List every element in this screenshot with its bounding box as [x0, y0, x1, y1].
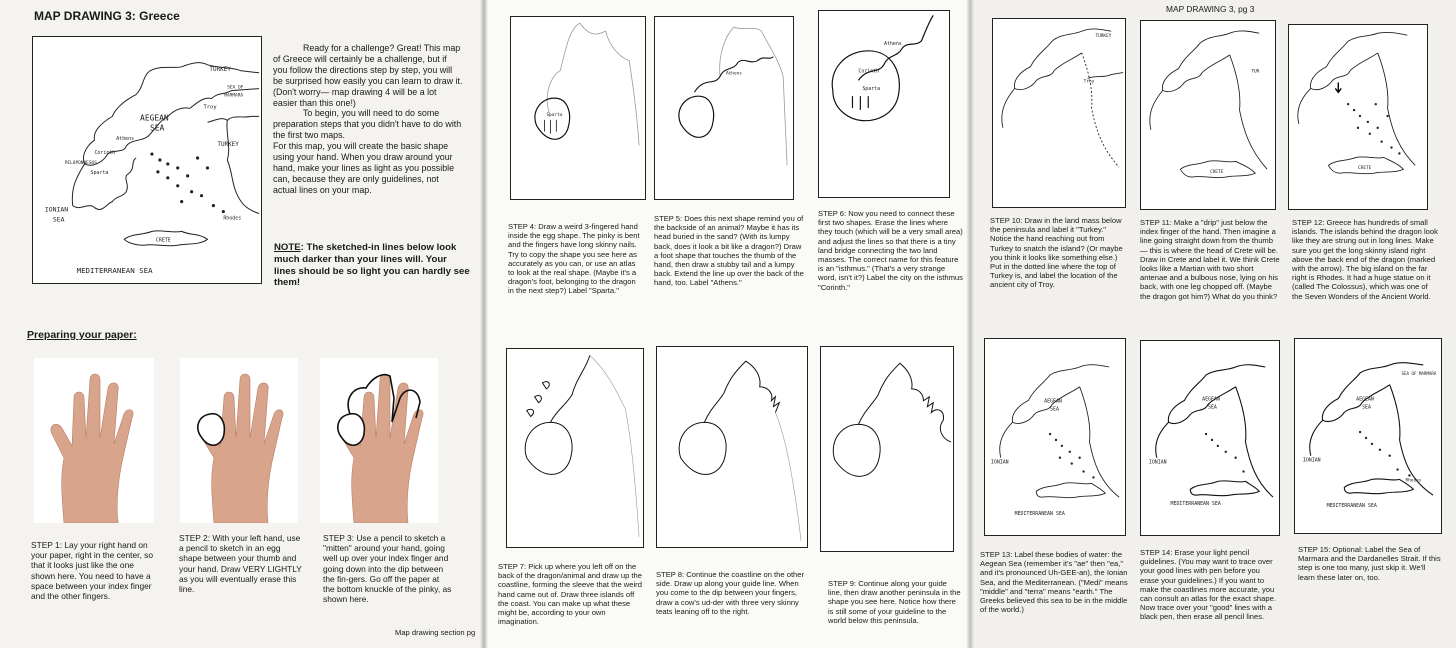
left-page [0, 0, 486, 648]
map-label-turkey-right: TURKEY [217, 141, 239, 149]
note-block [274, 242, 470, 289]
step13-map-label-aegean: AEGEAN [1044, 398, 1062, 405]
page-fold-left [480, 0, 488, 648]
step12-map-label-crete: CRETE [1358, 166, 1372, 172]
intro-paragraph-1: Ready for a challenge? Great! This map of Greece will certainly be a challenge, but if you follow the directions step by step, you will be surprised how easily you can learn to draw it. (Don't worry— map drawing 4 will be a lot easier than this one!) [273, 43, 463, 108]
step10-map-label-troy: Troy [1083, 79, 1095, 85]
step13-map-label-mediterranean: MEDITERRANEAN SEA [1014, 510, 1065, 517]
step14-map-label-aegean: AEGEAN [1202, 396, 1220, 403]
step15-map [1294, 338, 1442, 534]
step15-map-label-marmara: SEA OF MARMARA [1401, 370, 1437, 376]
map-label-troy: Troy [203, 104, 217, 111]
step10-map-label-turkey: TURKEY [1095, 34, 1112, 40]
step12-map [1288, 24, 1428, 210]
note-text: : The sketched-in lines below look much darker than your lines will. Your lines should be so light you can hardly see them! [274, 242, 470, 289]
step15-map-label-mediterranean: MEDITERRANEAN SEA [1326, 503, 1377, 510]
note-label: NOTE [274, 242, 301, 253]
right-page [970, 0, 1456, 648]
step5-text: STEP 5: Does this next shape remind you of the backside of an animal? Maybe it has its head buried in the sand? (With its lumpy back, does it look a bit like a dragon?) Draw a foot shape that touches the thumb of the hand, then draw a stubby tail and a lumpy back. Extend the line up over the back of the hand, too. Label "Athens." [654, 214, 804, 288]
preparing-heading: Preparing your paper: [27, 329, 137, 341]
map-label-turkey-top: TURKEY [209, 65, 231, 73]
step9-map [820, 346, 954, 552]
step13-text: STEP 13: Label these bodies of water: the Aegean Sea (remember it's "ae" then "ea," and it's pronounced Uh-GEE-an), the Ionian Sea, and the Mediterranean. ("Medi" means "middle" and "terra" means "earth." The Greeks believed this sea to be in the middle of the world.) [980, 550, 1128, 615]
map-label-rhodes: Rhodes [223, 215, 242, 222]
intro-paragraph-2: To begin, you will need to do some preparation steps that you didn't have to do with the first two maps. [273, 108, 462, 141]
map-label-ionian: IONIAN [44, 205, 69, 214]
step8-text: STEP 8: Continue the coastline on the other side. Draw up along your guide line. When you come to the dip between your fingers, draw a cow's ud-der with three very skinny teats leaning off to the right. [656, 570, 805, 616]
greece-map-drawing [33, 37, 261, 283]
map-label-sea: SEA [149, 123, 165, 133]
hand-photo-step3 [320, 358, 438, 523]
step6-text: STEP 6: Now you need to connect these first two shapes. Erase the lines where they touch (which will be a very small area) and adjust the lines so that there is a tiny land bridge connecting the two land masses. The correct name for this feature is an "isthmus." (That's a very strange word, isn't it?) Label the city on the isthmus "Corinth." [818, 209, 963, 292]
step14-map-label-ionian: IONIAN [1148, 459, 1167, 466]
step8-map [656, 346, 808, 548]
step15-map-label-rhodes: Rhodes [1405, 478, 1422, 484]
middle-page [486, 0, 970, 648]
step14-map-label-mediterranean: MEDITERRANEAN SEA [1170, 501, 1221, 508]
step5-map [654, 16, 794, 200]
map-label-peloponnesus: PELOPONNESUS [64, 160, 97, 166]
hand-photo-step1 [34, 358, 154, 523]
map-label-mediterranean: MEDITERRANEAN SEA [76, 266, 153, 276]
step15-map-label-ionian: IONIAN [1302, 457, 1321, 464]
step12-text: STEP 12: Greece has hundreds of small islands. The islands behind the dragon look like they are strung out in long lines. Make sure you get the long skinny island right above the back end of the dragon (marked with the arrow). The big island on the far right is Rhodes. It had a huge statue on it (called The Colossus), which was one of the Seven Wonders of the Ancient World. [1292, 218, 1438, 301]
right-page-header: MAP DRAWING 3, pg 3 [1166, 4, 1255, 14]
greece-map [32, 36, 262, 284]
step6-map-label-sparta: Sparta [862, 86, 881, 93]
step7-map [506, 348, 644, 548]
step10-text: STEP 10: Draw in the land mass below the peninsula and label it "Turkey." Notice the hand reaching out from Turkey to snatch the island? (Or maybe you think it looks like something else.) Put in the dotted line where the top of Turkey is, and label the location of the ancient city of Troy. [990, 216, 1123, 290]
page-fold-right [966, 0, 974, 648]
intro-paragraph-3: For this map, you will create the basic shape using your hand. When you draw around your hand, make your lines as light as you possible can, because they are only guidelines, not actual lines on your map. [273, 141, 455, 195]
step3-text: STEP 3: Use a pencil to sketch a "mitten" around your hand, going well up over your index finger and going down into the dip between the fin-gers. Go off the paper at the bottom knuckle of the pinky, as shown here. [323, 533, 452, 605]
step13-map-label-sea: SEA [1050, 406, 1059, 413]
map-label-sparta: Sparta [90, 169, 109, 176]
step14-text: STEP 14: Erase your light pencil guidelines. (You may want to trace over your good lines with pen before you erase your guidelines.) If you want to make the coastlines more accurate, you can consult an atlas for the exact shape. Now trace over your "good" lines with a black pen, then erase all pencil lines. [1140, 548, 1276, 622]
step7-text: STEP 7: Pick up where you left off on the back of the dragon/animal and draw up the coastline, forming the sleeve that the weird hand came out of. Draw three islands off the coast. You can make up what these might be, according to your own imagination. [498, 562, 642, 627]
step9-text: STEP 9: Continue along your guide line, then draw another peninsula in the shape you see here. Notice how there is still some of your guideline to the world below this peninsula. [828, 579, 961, 625]
map-label-athens: Athens [116, 136, 135, 143]
step4-text: STEP 4: Draw a weird 3-fingered hand inside the egg shape. The pinky is bent and the fingers have long skinny nails. Try to copy the shape you see here as accurately as you can, or use an atlas to look at the real shape. (Maybe it's a dragon's foot, belonging to the dragon in the next step?) Label "Sparta." [508, 222, 640, 296]
step15-map-label-aegean: AEGEAN [1356, 396, 1374, 403]
step5-map-label-athens: Athens [725, 71, 742, 77]
step13-map-label-ionian: IONIAN [990, 459, 1009, 466]
intro-text [273, 43, 463, 196]
map-label-corinth: Corinth [94, 150, 116, 157]
map-label-crete: CRETE [155, 237, 171, 244]
step1-text: STEP 1: Lay your right hand on your paper, right in the center, so that it looks just like the one shown here. You need to have a space between your index finger and the other fingers. [31, 540, 153, 602]
step11-map-label-turkey-short: TUR [1251, 69, 1260, 75]
step4-map-label-sparta: Sparta [546, 112, 563, 118]
step13-map [984, 338, 1126, 536]
map-label-marmara: MARMARA [224, 93, 244, 99]
map-label-ionian-sea: SEA [52, 215, 65, 224]
step11-text: STEP 11: Make a "drip" just below the index finger of the hand. Then imagine a line going straight down from the thumb— this is where the head of Crete will be. Draw in Crete and label it. We think Crete looks like a Martian with two short antenae and a bulbous nose, lying on his back, with one leg chopped off. (Maybe the dragon got him?) What do you think? [1140, 218, 1280, 301]
step6-map [818, 10, 950, 198]
step15-text: STEP 15: Optional: Label the Sea of Marmara and the Dardanelles Strait. If this step is one too many, just skip it. We'll learn these later on, too. [1298, 545, 1441, 582]
step11-map [1140, 20, 1276, 210]
page-footer: Map drawing section pg [395, 628, 476, 637]
page-title: MAP DRAWING 3: Greece [34, 9, 180, 23]
step4-map [510, 16, 646, 200]
hand-photo-step2 [180, 358, 298, 523]
step6-map-label-athens: Athens [884, 40, 902, 47]
step2-text: STEP 2: With your left hand, use a pencil to sketch in an egg shape between your thumb and your hand. Draw VERY LIGHTLY as you will eventually erase this line. [179, 533, 302, 595]
step14-map [1140, 340, 1280, 536]
map-label-aegean: AEGEAN [140, 113, 169, 123]
step6-map-label-corinth: Corinth [858, 68, 880, 75]
step10-map [992, 18, 1126, 208]
step11-map-label-crete: CRETE [1209, 170, 1224, 176]
map-label-sea-of: SEA OF [227, 85, 244, 91]
step14-map-label-sea: SEA [1208, 404, 1217, 411]
step15-map-label-sea: SEA [1362, 404, 1371, 411]
